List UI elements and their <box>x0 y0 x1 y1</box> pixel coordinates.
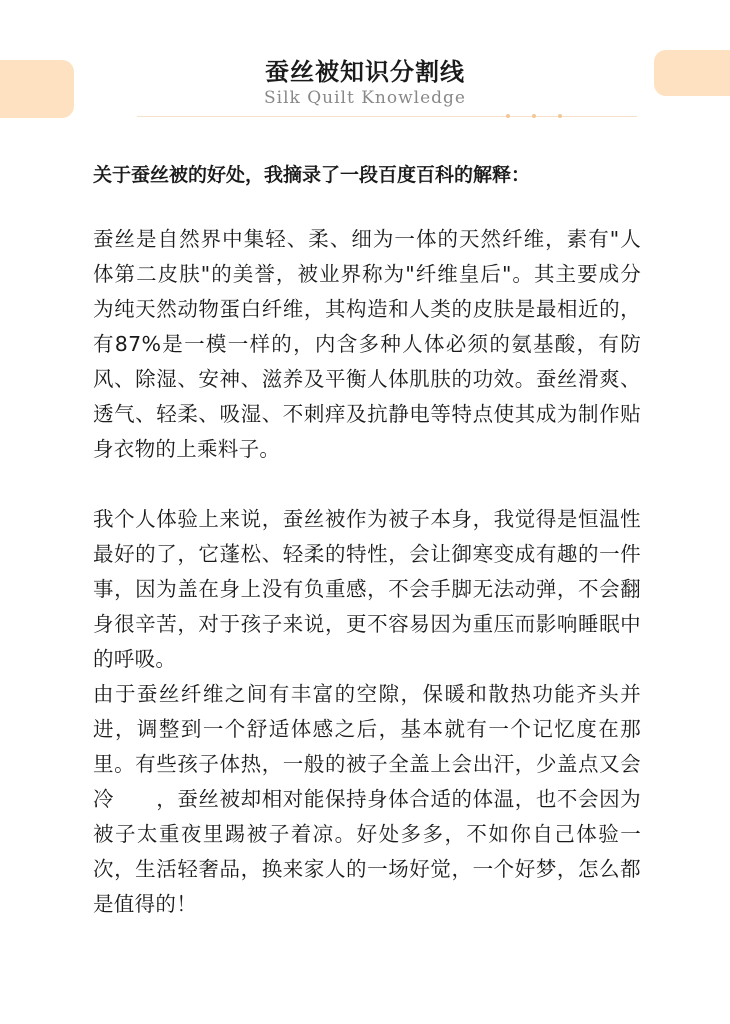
article-paragraph: 蚕丝是自然界中集轻、柔、细为一体的天然纤维，素有"人体第二皮肤"的美誉，被业界称为"纤维皇后"。其主要成分为纯天然动物蛋白纤维，其构造和人类的皮肤是最相近的，有87%是一模一样的，内含多种人体必须的氨基酸，有防风、除湿、安神、滋养及平衡人体肌肤的功效。蚕丝滑爽、透气、轻柔、吸湿、不刺痒及抗静电等特点使其成为制作贴身衣物的上乘料子。 <box>93 227 641 461</box>
divider-dots <box>506 114 566 118</box>
page-title: 蚕丝被知识分割线 <box>265 58 465 86</box>
article-paragraph: 我个人体验上来说，蚕丝被作为被子本身，我觉得是恒温性最好的了，它蓬松、轻柔的特性，会让御寒变成有趣的一件事，因为盖在身上没有负重感，不会手脚无法动弹，不会翻身很辛苦，对于孩子来说，更不容易因为重压而影响睡眠中的呼吸。 <box>93 507 641 671</box>
article-body <box>93 160 641 922</box>
divider-dot <box>532 114 536 118</box>
page-subtitle: Silk Quilt Knowledge <box>264 88 466 108</box>
article-intro: 关于蚕丝被的好处，我摘录了一段百度百科的解释： <box>93 164 531 186</box>
article-paragraph: 由于蚕丝纤维之间有丰富的空隙，保暖和散热功能齐头并进，调整到一个舒适体感之后，基本就有一个记忆度在那里。有些孩子体热，一般的被子全盖上会出汗，少盖点又会冷 ，蚕丝被却相对能保持身体合适的体温，也不会因为被子太重夜里踢被子着凉。好处多多，不如你自己体验一次，生活轻奢品，换来家人的一场好觉，一个好梦，怎么都是值得的！ <box>93 682 641 916</box>
divider-dot <box>506 114 510 118</box>
divider-dot <box>558 114 562 118</box>
